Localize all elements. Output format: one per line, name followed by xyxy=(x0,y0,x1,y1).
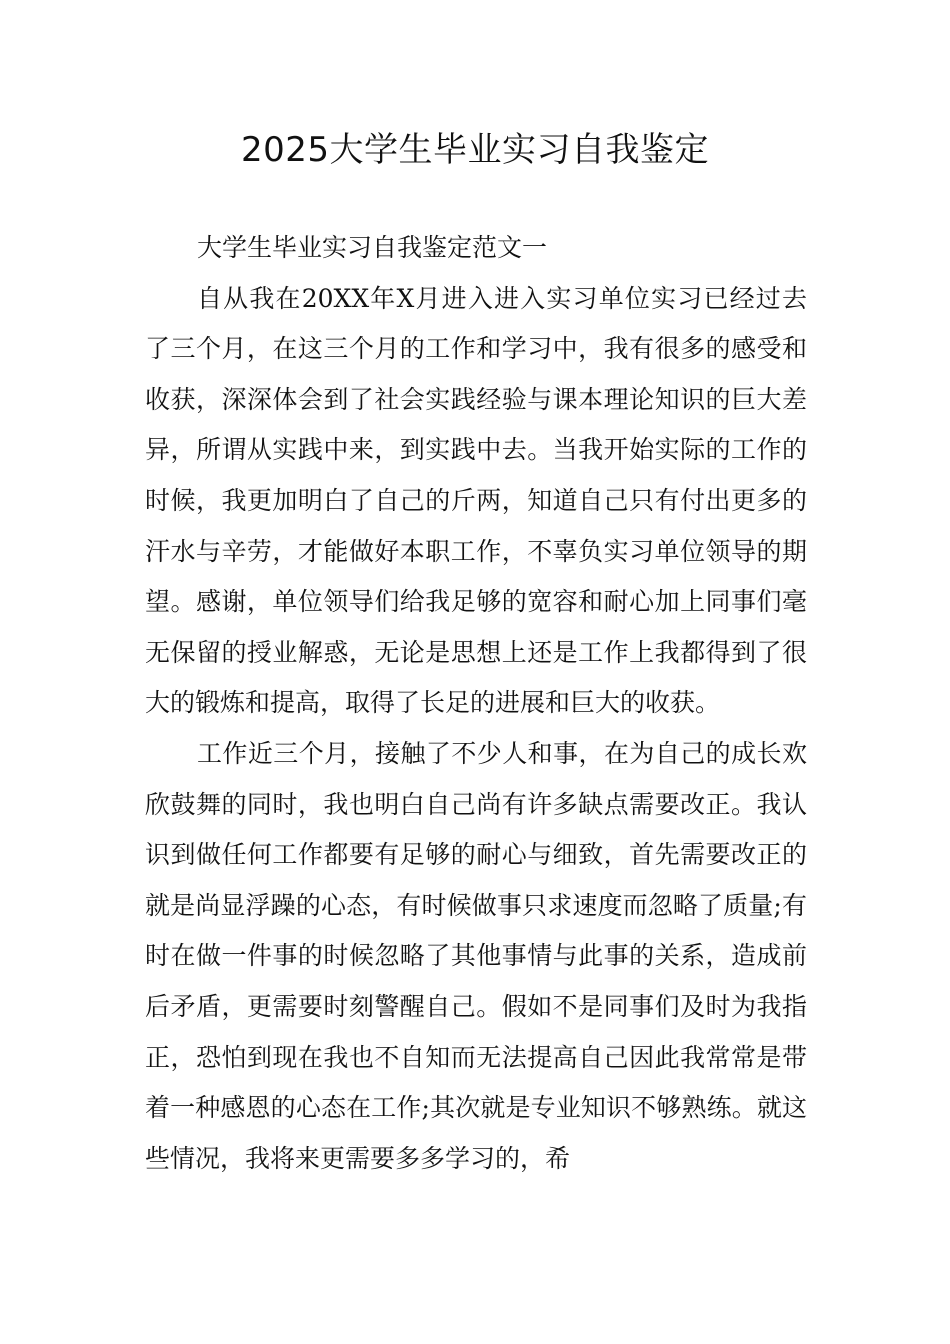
paragraph-2: 工作近三个月，接触了不少人和事，在为自己的成长欢欣鼓舞的同时，我也明白自己尚有许多缺点需要改正。我认识到做任何工作都要有足够的耐心与细致，首先需要改正的就是尚显浮躁的心态，有时候做事只求速度而忽略了质量;有时在做一件事的时候忽略了其他事情与此事的关系，造成前后矛盾，更需要时刻警醒自己。假如不是同事们及时为我指正，恐怕到现在我也不自知而无法提高自己因此我常常是带着一种感恩的心态在工作;其次就是专业知识不够熟练。就这些情况，我将来更需要多多学习的，希 xyxy=(145,738,807,1173)
document-body xyxy=(145,223,807,1184)
document-title: 2025大学生毕业实习自我鉴定 xyxy=(240,130,710,170)
paragraph-1: 自从我在20XX年X月进入进入实习单位实习已经过去了三个月，在这三个月的工作和学习中，我有很多的感受和收获，深深体会到了社会实践经验与课本理论知识的巨大差异，所谓从实践中来，到实践中去。当我开始实际的工作的时候，我更加明白了自己的斤两，知道自己只有付出更多的汗水与辛劳，才能做好本职工作，不辜负实习单位领导的期望。感谢，单位领导们给我足够的宽容和耐心加上同事们毫无保留的授业解惑，无论是思想上还是工作上我都得到了很大的锻炼和提高，取得了长足的进展和巨大的收获。 xyxy=(145,283,807,718)
paragraph-subtitle: 大学生毕业实习自我鉴定范文一 xyxy=(197,233,548,262)
